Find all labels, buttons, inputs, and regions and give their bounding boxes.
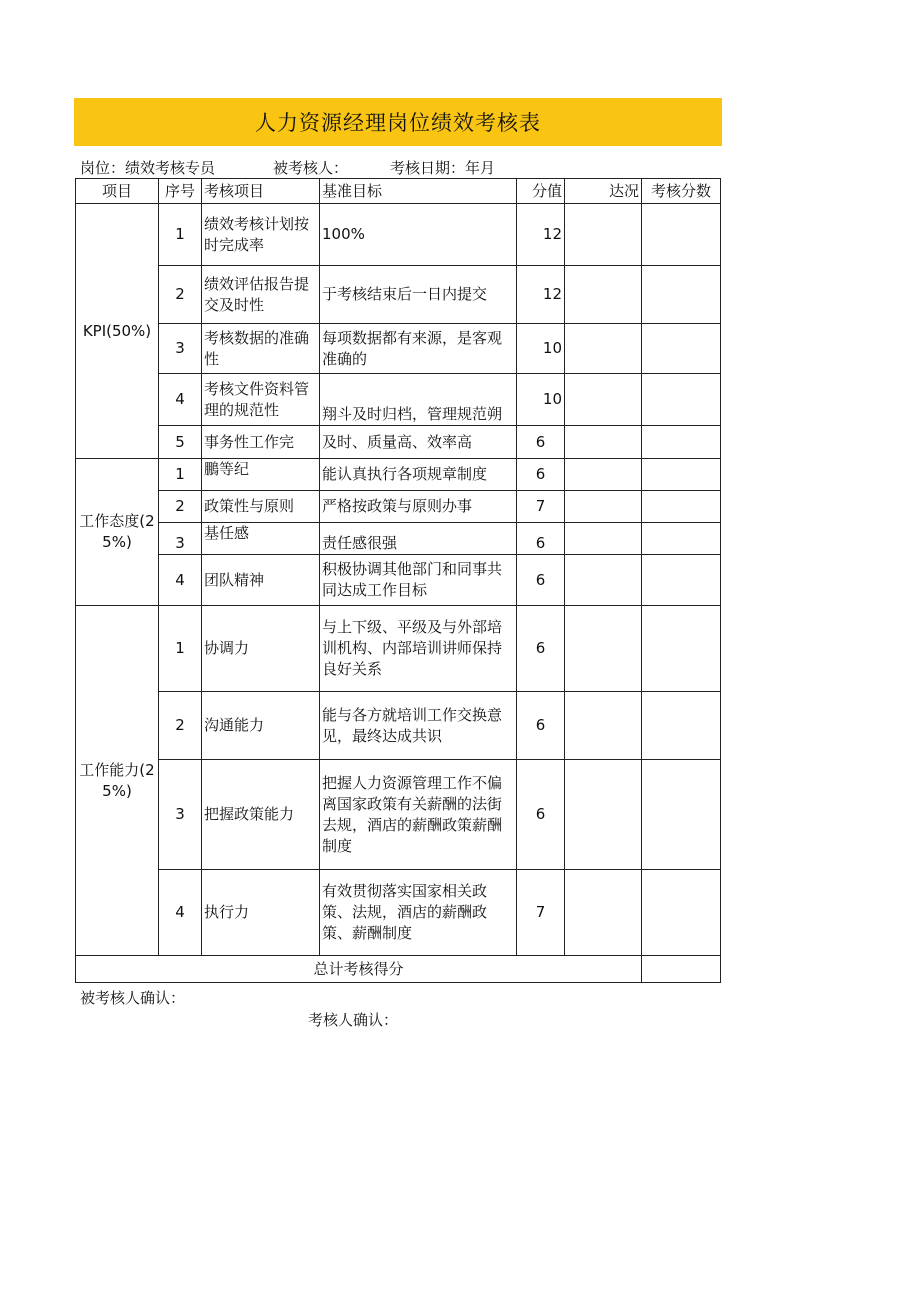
row-item: 沟通能力 [202, 692, 320, 760]
appraisee-confirm-label: 被考核人确认： [80, 989, 186, 1007]
row-result-cell[interactable] [642, 426, 721, 459]
row-item: 政策性与原则 [202, 491, 320, 523]
table-row [76, 426, 721, 459]
appraiser-confirm-label: 考核人确认： [308, 1011, 399, 1029]
title-banner [74, 98, 722, 146]
row-seq: 2 [159, 692, 202, 760]
row-seq: 3 [159, 324, 202, 374]
row-target: 积极协调其他部门和同事共同达成工作目标 [320, 555, 517, 606]
total-label: 总计考核得分 [76, 956, 642, 983]
row-target: 及时、质量高、效率高 [320, 426, 517, 459]
row-item: 绩效评估报告提交及时性 [202, 266, 320, 324]
row-item: 执行力 [202, 870, 320, 956]
row-seq: 2 [159, 491, 202, 523]
row-status-cell[interactable] [565, 426, 642, 459]
row-result-cell[interactable] [642, 870, 721, 956]
row-item: 事务性工作完 [202, 426, 320, 459]
row-result-cell[interactable] [642, 692, 721, 760]
row-score: 12 [517, 204, 565, 266]
section-label-ability: 工作能力(25%) [76, 606, 159, 956]
row-item: 鵬等纪 [202, 459, 320, 491]
table-row [76, 555, 721, 606]
appraisee-label: 被考核人： [273, 159, 349, 177]
table-row [76, 760, 721, 870]
row-seq: 4 [159, 870, 202, 956]
position-label: 岗位：绩效考核专员 [80, 159, 216, 177]
row-score: 7 [517, 870, 565, 956]
row-result-cell[interactable] [642, 204, 721, 266]
row-status-cell[interactable] [565, 870, 642, 956]
row-seq: 2 [159, 266, 202, 324]
header-target: 基准目标 [320, 179, 517, 204]
row-seq: 1 [159, 459, 202, 491]
row-seq: 5 [159, 426, 202, 459]
row-result-cell[interactable] [642, 374, 721, 426]
row-status-cell[interactable] [565, 491, 642, 523]
row-score: 6 [517, 459, 565, 491]
row-status-cell[interactable] [565, 204, 642, 266]
row-result-cell[interactable] [642, 523, 721, 555]
row-target: 能认真执行各项规章制度 [320, 459, 517, 491]
header-score: 分值 [517, 179, 565, 204]
table-row [76, 606, 721, 692]
row-score: 6 [517, 692, 565, 760]
appraisal-table [75, 178, 721, 983]
row-item: 绩效考核计划按时完成率 [202, 204, 320, 266]
total-score-cell[interactable] [642, 956, 721, 983]
row-target: 翔斗及时归档，管理规范朔 [320, 374, 517, 426]
row-result-cell[interactable] [642, 324, 721, 374]
row-target: 有效贯彻落实国家相关政策、法规，酒店的薪酬政策、薪酬制度 [320, 870, 517, 956]
row-item: 基任感 [202, 523, 320, 555]
section-label-kpi: KPI(50%) [76, 204, 159, 459]
row-status-cell[interactable] [565, 459, 642, 491]
row-result-cell[interactable] [642, 491, 721, 523]
row-result-cell[interactable] [642, 606, 721, 692]
row-target: 严格按政策与原则办事 [320, 491, 517, 523]
row-item: 考核数据的准确性 [202, 324, 320, 374]
row-score: 6 [517, 523, 565, 555]
table-row [76, 204, 721, 266]
row-result-cell[interactable] [642, 266, 721, 324]
table-row [76, 266, 721, 324]
row-score: 10 [517, 374, 565, 426]
row-target: 能与各方就培训工作交换意见，最终达成共识 [320, 692, 517, 760]
header-category: 项目 [76, 179, 159, 204]
table-row [76, 870, 721, 956]
table-header-row [76, 179, 721, 204]
row-score: 6 [517, 426, 565, 459]
page-title: 人力资源经理岗位绩效考核表 [255, 111, 541, 135]
row-target: 100% [320, 204, 517, 266]
table-row [76, 459, 721, 491]
row-result-cell[interactable] [642, 459, 721, 491]
row-status-cell[interactable] [565, 523, 642, 555]
row-item: 协调力 [202, 606, 320, 692]
row-seq: 3 [159, 760, 202, 870]
row-target: 与上下级、平级及与外部培训机构、内部培训讲师保持良好关系 [320, 606, 517, 692]
table-row [76, 523, 721, 555]
date-label: 考核日期：年月 [390, 159, 496, 177]
row-score: 6 [517, 555, 565, 606]
row-target: 每项数据都有来源，是客观准确的 [320, 324, 517, 374]
row-status-cell[interactable] [565, 555, 642, 606]
row-target: 责任感很强 [320, 523, 517, 555]
row-score: 7 [517, 491, 565, 523]
row-seq: 4 [159, 555, 202, 606]
row-item: 把握政策能力 [202, 760, 320, 870]
row-status-cell[interactable] [565, 324, 642, 374]
row-status-cell[interactable] [565, 606, 642, 692]
total-row [76, 956, 721, 983]
row-seq: 1 [159, 606, 202, 692]
table-row [76, 692, 721, 760]
table-row [76, 491, 721, 523]
row-target: 把握人力资源管理工作不偏离国家政策有关薪酬的法街去规，酒店的薪酬政策薪酬制度 [320, 760, 517, 870]
row-status-cell[interactable] [565, 692, 642, 760]
header-result: 考核分数 [642, 179, 721, 204]
row-seq: 1 [159, 204, 202, 266]
row-status-cell[interactable] [565, 374, 642, 426]
row-status-cell[interactable] [565, 266, 642, 324]
row-item: 团队精神 [202, 555, 320, 606]
section-label-attitude: 工作态度(25%) [76, 459, 159, 606]
table-row [76, 324, 721, 374]
row-target: 于考核结束后一日内提交 [320, 266, 517, 324]
header-item: 考核项目 [202, 179, 320, 204]
table-row [76, 374, 721, 426]
header-status: 达况 [565, 179, 642, 204]
row-score: 12 [517, 266, 565, 324]
row-status-cell[interactable] [565, 760, 642, 870]
row-item: 考核文件资料管理的规范性 [202, 374, 320, 426]
row-score: 10 [517, 324, 565, 374]
header-seq: 序号 [159, 179, 202, 204]
row-result-cell[interactable] [642, 555, 721, 606]
row-score: 6 [517, 760, 565, 870]
row-seq: 3 [159, 523, 202, 555]
row-score: 6 [517, 606, 565, 692]
row-result-cell[interactable] [642, 760, 721, 870]
row-seq: 4 [159, 374, 202, 426]
